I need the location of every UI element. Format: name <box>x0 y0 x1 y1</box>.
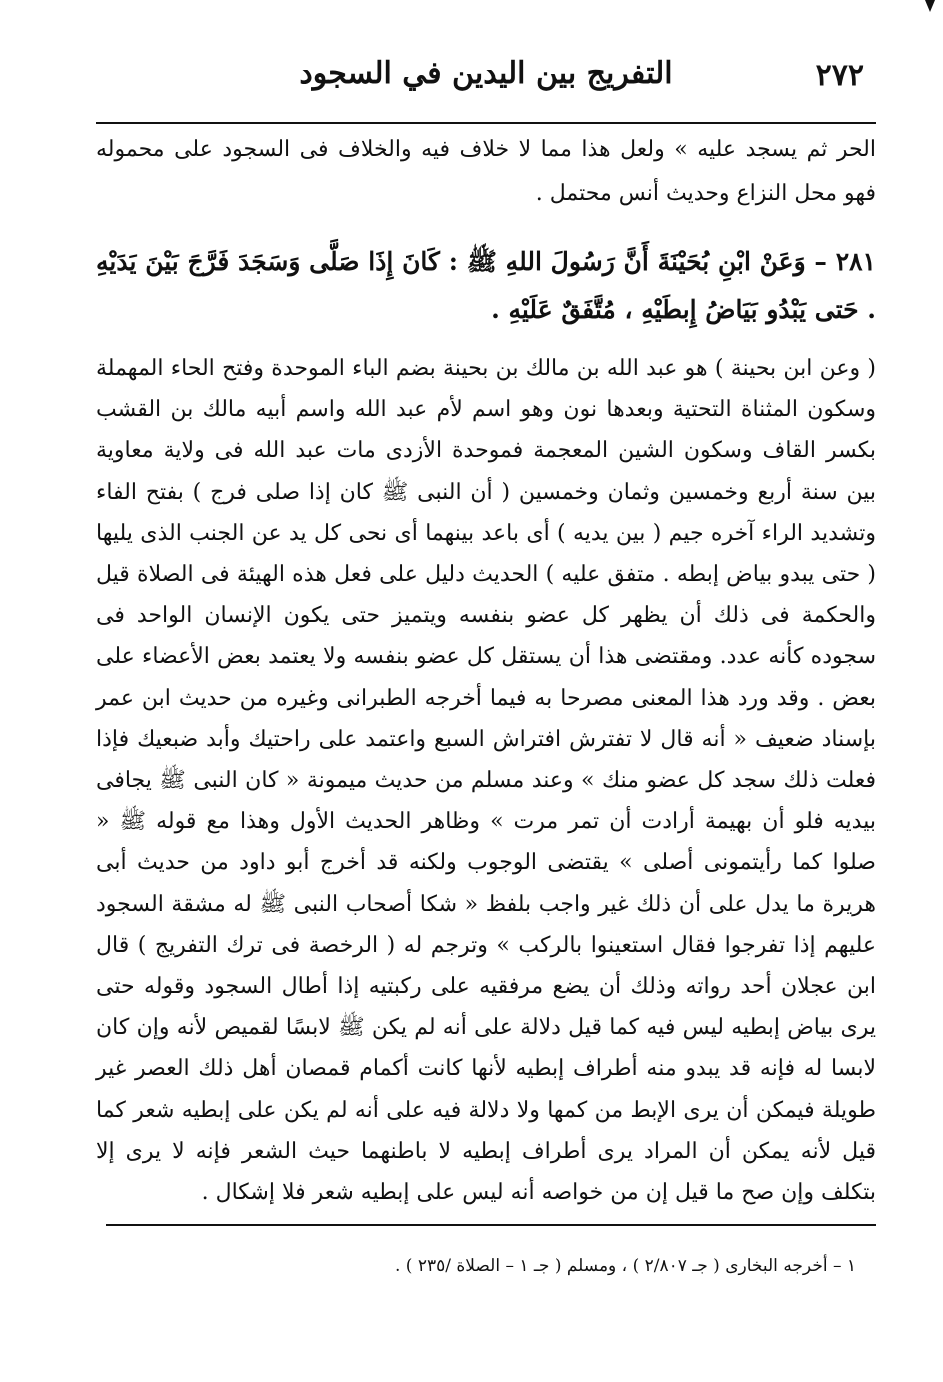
book-page <box>96 0 876 1382</box>
hadith-text: ٢٨١ – وَعَنْ ابْنِ بُحَيْنَةَ أَنَّ رَسُولَ اللهِ ﷺ : كَانَ إِذَا صَلَّى وَسَجَدَ فَرَّجَ بَيْنَ يَدَيْهِ . حَتى يَبْدُو بَيَاضُ إِبطَيْهِ ، مُتَّفَقٌ عَلَيْهِ . <box>96 247 876 324</box>
intro-paragraph: الحر ثم يسجد عليه » ولعل هذا مما لا خلاف فيه والخلاف فى السجود على محموله فهو محل النزاع وحديث أنس محتمل . <box>96 137 876 206</box>
footnote-rule <box>106 1224 876 1226</box>
commentary-paragraph: ( وعن ابن بحينة ) هو عبد الله بن مالك بن بحينة بضم الباء الموحدة وفتح الحاء المهملة وسكون المثناة التحتية وبعدها نون وهو اسم لأم عبد الله واسم أبيه مالك بن القشب بكسر القاف وسكون الشين المعجمة فموحدة الأزدى مات عبد الله فى ولاية معاوية بين سنة أربع وخمسين وثمان وخمسين ( أن النبى ﷺ كان إذا صلى فرج ) بفتح الفاء وتشديد الراء آخره جيم ( بين يديه ) أى باعد بينهما أى نحى كل يد عن الجنب الذى يليها ( حتى يبدو بياض إبطه . متفق عليه ) الحديث دليل على فعل هذه الهيئة فى الصلاة قيل والحكمة فى ذلك أن يظهر كل عضو بنفسه ويتميز حتى يكون الإنسان الواحد فى سجوده كأنه عدد. ومقتضى هذا أن يستقل كل عضو بنفسه ولا يعتمد بعض الأعضاء على بعض . وقد ورد هذا المعنى مصرحا به فيما أخرجه الطبرانى وغيره من حديث ابن عمر بإسناد ضعيف « أنه قال لا تفترش افتراش السبع واعتمد على راحتيك وأبد ضبعيك فإذا فعلت ذلك سجد كل عضو منك » وعند مسلم من حديث ميمونة « كان النبى ﷺ يجافى بيديه فلو أن بهيمة أرادت أن تمر مرت » وظاهر الحديث الأول وهذا مع قوله ﷺ « صلوا كما رأيتمونى أصلى » يقتضى الوجوب ولكنه قد أخرج أبو داود من حديث أبى هريرة ما يدل على أن ذلك غير واجب بلفظ « شكا أصحاب النبى ﷺ له مشقة السجود عليهم إذا تفرجوا فقال استعينوا بالركب » وترجم له ( الرخصة فى ترك التفريج ) قال ابن عجلان أحد رواته وذلك أن يضع مرفقيه على ركبتيه إذا أطال السجود وقوله حتى يرى بياض إبطيه ليس فيه كما قيل دلالة على أنه لم يكن ﷺ لابسًا لقميص لأنه وإن كان لابسا له فإنه قد يبدو منه أطراف إبطيه لأنها كانت أكمام قمصان أهل ذلك العصر غير طويلة فيمكن أن يرى الإبط من كمها ولا دلالة فيه على أنه لم يكن على إبطيه شعر كما قيل لأنه يمكن أن المراد يرى أطراف إبطيه لا باطنهما حيث الشعر فإنه لا يرى إلا بتكلف وإن صح ما قيل إن من خواصه أنه ليس على إبطيه شعر فلا إشكال . <box>96 356 876 1206</box>
header-rule <box>96 122 876 124</box>
running-title: التفريج بين اليدين في السجود <box>299 56 673 91</box>
corner-mark <box>925 0 935 12</box>
page-header <box>96 52 876 102</box>
footnote: ١ – أخرجه البخارى ( جـ ٢/٨٠٧ ) ، ومسلم ( جـ ١ – الصلاة /٢٣٥ ) . <box>394 1256 856 1276</box>
page-number: ٢٧٢ <box>815 58 864 93</box>
